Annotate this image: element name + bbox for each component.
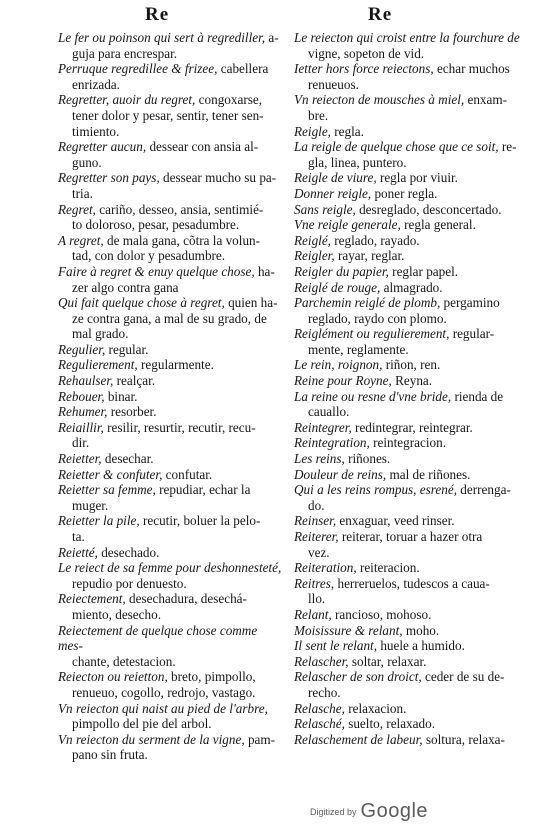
entry-continuation: pano sin fruta. <box>72 747 148 763</box>
entry-headword: Rebouer, <box>58 388 105 404</box>
entry-translation: pam- <box>244 731 276 747</box>
entry-translation: resilir, resurtir, recutir, recu- <box>103 419 256 435</box>
dictionary-entry <box>294 124 524 140</box>
entry-headword: Reiteration, <box>294 560 357 576</box>
entry-headword: Reiglé de rouge, <box>294 279 381 295</box>
entry-translation: almagrado. <box>380 279 443 295</box>
entry-translation: echar muchos <box>433 61 510 77</box>
entry-translation: reiterar, toruar a hazer otra <box>338 529 483 544</box>
dictionary-entry <box>294 607 524 623</box>
digitized-by-google-watermark <box>310 800 428 823</box>
dictionary-entry <box>294 420 524 436</box>
entry-translation: reglar papel. <box>388 263 459 279</box>
dictionary-entry <box>294 139 524 170</box>
dictionary-entry <box>294 716 524 732</box>
entry-headword: Reietter, <box>58 451 102 467</box>
entry-translation: pergamino <box>440 295 500 311</box>
dictionary-entry <box>294 576 524 607</box>
entry-translation: reglado, rayado. <box>330 232 420 248</box>
entry-continuation: mente, reglamente. <box>308 341 409 357</box>
entry-translation: rancioso, mohoso. <box>331 606 432 622</box>
entry-translation: desreglado, desconcertado. <box>355 201 502 217</box>
entry-headword: Vn reiecton qui naist au pied de l'arbre, <box>58 700 268 716</box>
entry-translation: realçar. <box>113 373 156 389</box>
entry-headword: Les reins, <box>294 451 345 467</box>
dictionary-entry <box>294 513 524 529</box>
entry-translation: de mala gana, cõtra la volun- <box>103 232 261 248</box>
entry-headword: Reietter & confuter, <box>58 466 163 482</box>
dictionary-entry <box>58 202 284 233</box>
entry-headword: La reigle de quelque chose que ce soit, <box>294 139 499 155</box>
entry-headword: Relaschement de labeur, <box>294 731 423 747</box>
entry-translation: reiteracion. <box>356 560 420 576</box>
running-head-left: Re <box>145 4 170 25</box>
entry-translation: redintegrar, reintegrar. <box>351 419 473 435</box>
entry-headword: Reiglé, <box>294 232 331 248</box>
entry-headword: Reigler, <box>294 248 335 264</box>
dictionary-entry <box>58 295 284 342</box>
entry-headword: Reiaillir, <box>58 419 104 435</box>
entry-continuation: tad, con dolor y pesadumbre. <box>72 248 226 264</box>
dictionary-entry <box>294 389 524 420</box>
entry-translation: resorber. <box>107 404 157 420</box>
entry-continuation: vez. <box>308 544 330 560</box>
entry-continuation: tria. <box>72 185 93 201</box>
dictionary-entry <box>294 264 524 280</box>
entry-headword: Qui fait quelque chose à regret, <box>58 295 225 311</box>
entry-headword: Le rein, roignon, <box>294 357 383 373</box>
entry-translation: riñon, ren. <box>382 357 441 373</box>
entry-headword: Relascher de son droict, <box>294 669 422 685</box>
entry-headword: Reietté, <box>58 544 98 560</box>
entry-headword: Reintegrer, <box>294 419 352 435</box>
dictionary-entry <box>294 560 524 576</box>
entry-headword: Rehaulser, <box>58 373 114 389</box>
dictionary-entry <box>58 513 284 544</box>
dictionary-entry <box>58 264 284 295</box>
entry-translation: binar. <box>104 388 138 404</box>
right-column <box>294 30 524 747</box>
entry-continuation: zer algo contra gana <box>72 279 179 295</box>
dictionary-entry <box>58 591 284 622</box>
dictionary-entry <box>294 30 524 61</box>
entry-headword: Reiectement de quelque chose comme mes- <box>58 622 258 654</box>
dictionary-entry <box>58 139 284 170</box>
entry-translation: herreruelos, tudescos a caua- <box>334 575 490 591</box>
entry-continuation: repudio por denuesto. <box>72 575 187 591</box>
dictionary-entry <box>294 280 524 296</box>
entry-continuation: ze contra gana, a mal de su grado, de mal grado. <box>72 310 267 342</box>
entry-continuation: renueuos. <box>308 76 359 92</box>
entry-headword: Rehumer, <box>58 404 108 420</box>
dictionary-entry <box>294 170 524 186</box>
entry-continuation: llo. <box>308 591 326 607</box>
entry-headword: Regulierement, <box>58 357 138 373</box>
entry-headword: Regulier, <box>58 341 106 357</box>
dictionary-entry <box>294 732 524 748</box>
entry-headword: Reitres, <box>294 575 335 591</box>
dictionary-entry <box>294 467 524 483</box>
dictionary-entry <box>58 404 284 420</box>
entry-headword: Qui a les reins rompus, esrené, <box>294 482 457 498</box>
dictionary-entry <box>294 61 524 92</box>
entry-continuation: enrizada. <box>72 76 120 92</box>
dictionary-entry <box>294 248 524 264</box>
entry-translation: confutar. <box>162 466 213 482</box>
entry-continuation: bre. <box>308 107 329 123</box>
entry-continuation: recho. <box>308 684 341 700</box>
entry-headword: Reintegration, <box>294 435 370 451</box>
entry-headword: Regretter son pays, <box>58 170 160 186</box>
entry-continuation: to doloroso, pesar, pesadumbre. <box>72 217 240 233</box>
dictionary-entry <box>58 560 284 591</box>
dictionary-entry <box>294 357 524 373</box>
entry-translation: congoxarse, <box>195 92 263 108</box>
entry-headword: Reiecton ou reietton, <box>58 669 168 685</box>
entry-headword: Douleur de reins, <box>294 466 387 482</box>
entry-translation: mal de riñones. <box>386 466 471 482</box>
running-head-right: Re <box>368 4 393 25</box>
entry-translation: repudiar, echar la <box>155 482 251 498</box>
entry-continuation: gla, linea, puntero. <box>308 154 407 170</box>
entry-headword: Sans reigle, <box>294 201 356 217</box>
dictionary-entry <box>58 482 284 513</box>
left-column <box>58 30 284 763</box>
dictionary-entry <box>294 295 524 326</box>
entry-translation: desechar. <box>101 451 154 467</box>
entry-continuation: chante, detestacion. <box>72 653 176 669</box>
dictionary-entry <box>294 654 524 670</box>
entry-continuation: muger. <box>72 497 109 513</box>
entry-headword: Vne reigle generale, <box>294 217 401 233</box>
dictionary-entry <box>294 482 524 513</box>
entry-translation: regularmente. <box>137 357 214 373</box>
entry-translation: regla por viuir. <box>376 170 458 186</box>
entry-continuation: pimpollo del pie del arbol. <box>72 716 212 732</box>
entry-continuation: reglado, raydo con plomo. <box>308 310 447 326</box>
entry-headword: Vn reiecton du serment de la vigne, <box>58 731 245 747</box>
entry-headword: Relant, <box>294 606 332 622</box>
entry-translation: relaxacion. <box>344 700 407 716</box>
dictionary-entry <box>294 451 524 467</box>
entry-translation: regular- <box>449 326 495 342</box>
dictionary-entry <box>294 529 524 560</box>
entry-translation: dessear con ansia al- <box>146 139 259 155</box>
dictionary-entry <box>58 30 284 61</box>
entry-headword: Parchemin reiglé de plomb, <box>294 295 441 311</box>
entry-translation: regular. <box>105 341 149 357</box>
entry-continuation: dir. <box>72 435 90 451</box>
dictionary-entry <box>58 373 284 389</box>
entry-translation: re- <box>498 139 517 155</box>
entry-translation: a- <box>265 30 279 45</box>
entry-headword: Moisissure & relant, <box>294 622 403 638</box>
entry-headword: Reiectement, <box>58 591 126 607</box>
entry-translation: quien ha- <box>224 295 278 311</box>
entry-translation: moho. <box>402 622 440 638</box>
dictionary-entry <box>58 467 284 483</box>
entry-headword: Reietter sa femme, <box>58 482 156 498</box>
entry-headword: Il sent le relant, <box>294 638 378 654</box>
entry-translation: ha- <box>254 263 275 279</box>
dictionary-entry <box>58 669 284 700</box>
entry-headword: Reine pour Royne, <box>294 373 392 389</box>
entry-headword: Ietter hors force reiectons, <box>294 61 434 77</box>
entry-headword: La reine ou resne d'vne bride, <box>294 388 452 404</box>
entry-headword: Regret, <box>58 201 96 217</box>
dictionary-entry <box>58 545 284 561</box>
entry-translation: cariño, desseo, ansia, sentimié- <box>95 201 264 217</box>
entry-headword: Reiglément ou regulierement, <box>294 326 450 342</box>
google-wordmark: Google <box>360 800 429 822</box>
entry-headword: Le reiect de sa femme pour deshonnesteté, <box>58 560 282 576</box>
entry-headword: Faire à regret & enuy quelque chose, <box>58 263 255 279</box>
dictionary-entry <box>294 326 524 357</box>
entry-headword: Reinser, <box>294 513 337 529</box>
dictionary-entry <box>58 732 284 763</box>
entry-headword: Reietter la pile, <box>58 513 140 529</box>
entry-headword: Vn reiecton de mousches à miel, <box>294 92 465 108</box>
entry-headword: Relasché, <box>294 716 345 732</box>
entry-translation: suelto, relaxado. <box>344 716 435 732</box>
entry-translation: rayar, reglar. <box>334 248 405 264</box>
entry-headword: Reigler du papier, <box>294 263 389 279</box>
entry-continuation: renueuo, cogollo, redrojo, vastago. <box>72 684 256 700</box>
entry-translation: desechado. <box>97 544 160 560</box>
dictionary-entry <box>58 623 284 670</box>
entry-translation: soltura, relaxa- <box>422 731 505 747</box>
dictionary-entry <box>58 342 284 358</box>
dictionary-entry <box>294 701 524 717</box>
entry-continuation: ta. <box>72 529 85 544</box>
entry-translation: cabellera <box>217 61 269 77</box>
entry-continuation: guno. <box>72 154 102 170</box>
dictionary-entry <box>294 669 524 700</box>
entry-translation: enxaguar, veed rinser. <box>336 513 455 529</box>
entry-continuation: guja para encrespar. <box>72 45 178 61</box>
entry-headword: Relasche, <box>294 700 345 716</box>
entry-translation: riñones. <box>344 451 391 467</box>
digitized-by-label: Digitized by <box>310 806 357 817</box>
entry-headword: Relascher, <box>294 653 349 669</box>
entry-translation: rienda de <box>451 388 504 404</box>
dictionary-entry <box>58 233 284 264</box>
dictionary-entry <box>294 623 524 639</box>
entry-headword: Donner reigle, <box>294 185 372 201</box>
entry-translation: reintegracion. <box>369 435 446 451</box>
dictionary-entry <box>58 61 284 92</box>
entry-continuation: tener dolor y pesar, sentir, tener sen- timiento. <box>72 107 264 139</box>
dictionary-entry <box>58 701 284 732</box>
entry-translation: derrenga- <box>457 482 511 498</box>
entry-translation: breto, pimpollo, <box>167 669 256 685</box>
entry-headword: Regretter aucun, <box>58 139 147 155</box>
entry-headword: Perruque regredillee & frizee, <box>58 61 218 77</box>
entry-translation: recutir, boluer la pelo- <box>139 513 261 529</box>
entry-translation: regla general. <box>400 217 476 233</box>
entry-translation: desechadura, desechá- <box>125 591 247 607</box>
entry-headword: Le fer ou poinson qui sert à regrediller, <box>58 30 266 45</box>
entry-translation: Reyna. <box>391 373 433 389</box>
entry-headword: Reigle, <box>294 123 331 139</box>
dictionary-entry <box>294 373 524 389</box>
dictionary-entry <box>294 186 524 202</box>
entry-translation: poner regla. <box>371 185 438 201</box>
entry-continuation: miento, desecho. <box>72 606 161 622</box>
entry-translation: regla. <box>330 123 364 139</box>
dictionary-entry <box>294 92 524 123</box>
entry-continuation: cauallo. <box>308 404 350 420</box>
dictionary-entry <box>58 357 284 373</box>
dictionary-entry <box>58 92 284 139</box>
dictionary-entry <box>294 202 524 218</box>
dictionary-entry <box>294 435 524 451</box>
entry-continuation: vigne, sopeton de vid. <box>308 45 425 61</box>
entry-continuation: do. <box>308 497 325 513</box>
entry-headword: A regret, <box>58 232 104 248</box>
dictionary-entry <box>294 217 524 233</box>
entry-translation: huele a humido. <box>377 638 465 654</box>
entry-headword: Le reiecton qui croist entre la fourchure de <box>294 30 520 45</box>
entry-translation: soltar, relaxar. <box>348 653 427 669</box>
entry-translation: dessear mucho su pa- <box>159 170 277 186</box>
dictionary-entry <box>294 638 524 654</box>
entry-headword: Reigle de viure, <box>294 170 377 186</box>
entry-translation: ceder de su de- <box>421 669 505 685</box>
entry-headword: Regretter, auoir du regret, <box>58 92 196 108</box>
dictionary-entry <box>58 389 284 405</box>
dictionary-entry <box>58 170 284 201</box>
entry-translation: enxam- <box>464 92 508 108</box>
dictionary-entry <box>58 451 284 467</box>
dictionary-entry <box>294 233 524 249</box>
dictionary-entry <box>58 420 284 451</box>
entry-headword: Reiterer, <box>294 529 339 544</box>
